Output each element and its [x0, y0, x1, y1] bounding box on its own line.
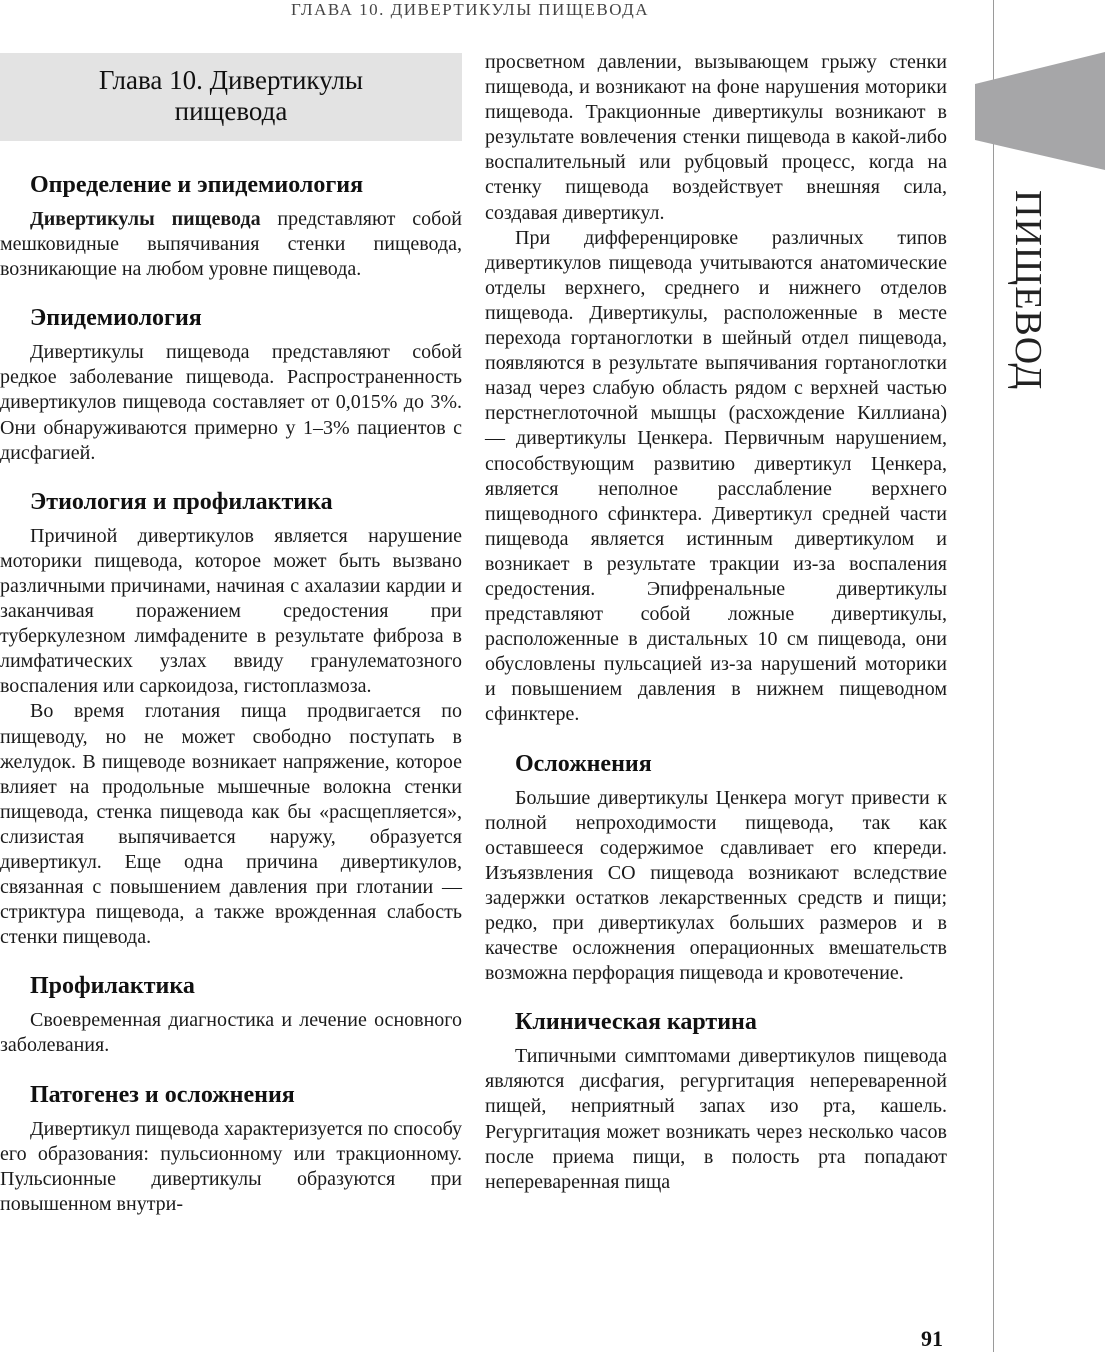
- paragraph-pathogenesis: Дивертикул пищевода характеризуется по способу его образования: пульсионному или тракционному. Пульсионные дивертикулы образуются при повышенном внутри-: [0, 1117, 462, 1215]
- term-bold: Дивертикулы пищевода: [30, 208, 261, 230]
- page-number: 91: [921, 1326, 943, 1351]
- left-column: [0, 50, 462, 1217]
- paragraph-differentiation: При дифференцировке различных типов дивертикулов пищевода учитываются анатомические отделы верхнего, среднего и нижнего отделов пищевода. Дивертикулы, расположенные в месте перехода гортаноглотки в шейный отдел пищевода, появляются в результате выпячивания гортаноглотки назад через слабую область рядом с верхней частью перстнеглоточной мышцы (расхождение Киллиана) — дивертикулы Ценкера. Первичным нарушением, способствующим развитию дивертикул Ценкера, является неполное расслабление верхнего пищеводного сфинктера. Дивертикул средней части пищевода является истинным дивертикулом и возникает в результате тракции из-за воспаления средостения. Эпифренальные дивертикулы представляют собой ложные дивертикулы, расположенные в дистальных 10 см пищевода, они обусловлены пульсацией из-за нарушений моторики и повышением давления в нижнем пищеводном сфинктере.: [485, 226, 947, 726]
- paragraph-continuation: просветном давлении, вызывающем грыжу стенки пищевода, и возникают на фоне нарушения моторики пищевода. Тракционные дивертикулы возникают в результате вовлечения стенки пищевода в какой-либо воспалительный или рубцовый процесс, когда на стенку пищевода воздействует внешняя сила, создавая дивертикул.: [485, 51, 947, 224]
- paragraph-prevention: Своевременная диагностика и лечение основного заболевания.: [0, 1009, 462, 1057]
- chapter-thumb-tab: [975, 52, 1105, 170]
- section-heading-clinical: Клиническая картина: [515, 1009, 757, 1036]
- paragraph-etiology-1: Причиной дивертикулов является нарушение моторики пищевода, которое может быть вызвано различными причинами, начиная с ахалазии кардии и заканчивая поражением средостения при туберкулезном лимфадените в результате фиброза в лимфатических узлах ввиду гранулематозного воспаления или саркоидоза, гистоплазмоза.: [0, 524, 462, 698]
- paragraph-complications: Большие дивертикулы Ценкера могут привести к полной непроходимости пищевода, так как оставшееся содержимое сдавливает его кпереди. Изъязвления СО пищевода возникают вследствие задержки остатков лекарственных средств и пищи; редко, при дивертикулах больших размеров и в качестве осложнения операционных вмешательств возможна перфорация пищевода и кровотечение.: [485, 786, 947, 985]
- section-heading-epidemiology: Эпидемиология: [30, 305, 202, 332]
- section-heading-prevention: Профилактика: [30, 973, 195, 1000]
- right-column: [485, 50, 947, 1195]
- chapter-title-line2: пищевода: [174, 96, 288, 126]
- definition-text: представляют собой мешковидные выпячивания стенки пищевода, возникающие на любом уровне пищевода.: [0, 208, 463, 281]
- section-heading-pathogenesis: Патогенез и осложнения: [30, 1081, 295, 1108]
- paragraph-definition: [0, 207, 462, 282]
- side-section-label: ПИЩЕВОД: [1007, 190, 1049, 391]
- margin-rule: [993, 0, 994, 1352]
- paragraph-epidemiology: Дивертикулы пищевода представляют собой редкое заболевание пищевода. Распространенность дивертикулов пищевода составляет от 0,015% до 3%. Они обнаруживаются примерно у 1–3% пациентов с дисфагией.: [0, 341, 462, 464]
- running-header: ГЛАВА 10. ДИВЕРТИКУЛЫ ПИЩЕВОДА: [290, 0, 650, 19]
- chapter-title-box: [0, 53, 462, 141]
- paragraph-clinical: Типичными симптомами дивертикулов пищевода являются дисфагия, регургитация непереваренной пищей, неприятный запах изо рта, кашель. Регургитация может возникать через несколько часов после приема пищи, в полость рта попадают непереваренная пища: [485, 1045, 947, 1193]
- section-heading-complications: Осложнения: [515, 750, 652, 777]
- section-heading-definition: Определение и эпидемиология: [30, 172, 364, 198]
- section-heading-etiology: Этиология и профилактика: [30, 488, 333, 515]
- paragraph-etiology-2: Во время глотания пища продвигается по пищеводу, но не может свободно поступать в желудок. В пищеводе возникает напряжение, которое влияет на продольные мышечные волокна стенки пищевода, стенка пищевода как бы «расщепляется», слизистая выпячивается наружу, образуется дивертикул. Еще одна причина дивертикулов, связанная с повышением давления при глотании — стриктура пищевода, а также врожденная слабость стенки пищевода.: [0, 700, 462, 949]
- chapter-title-line1: Глава 10. Дивертикулы: [98, 65, 364, 95]
